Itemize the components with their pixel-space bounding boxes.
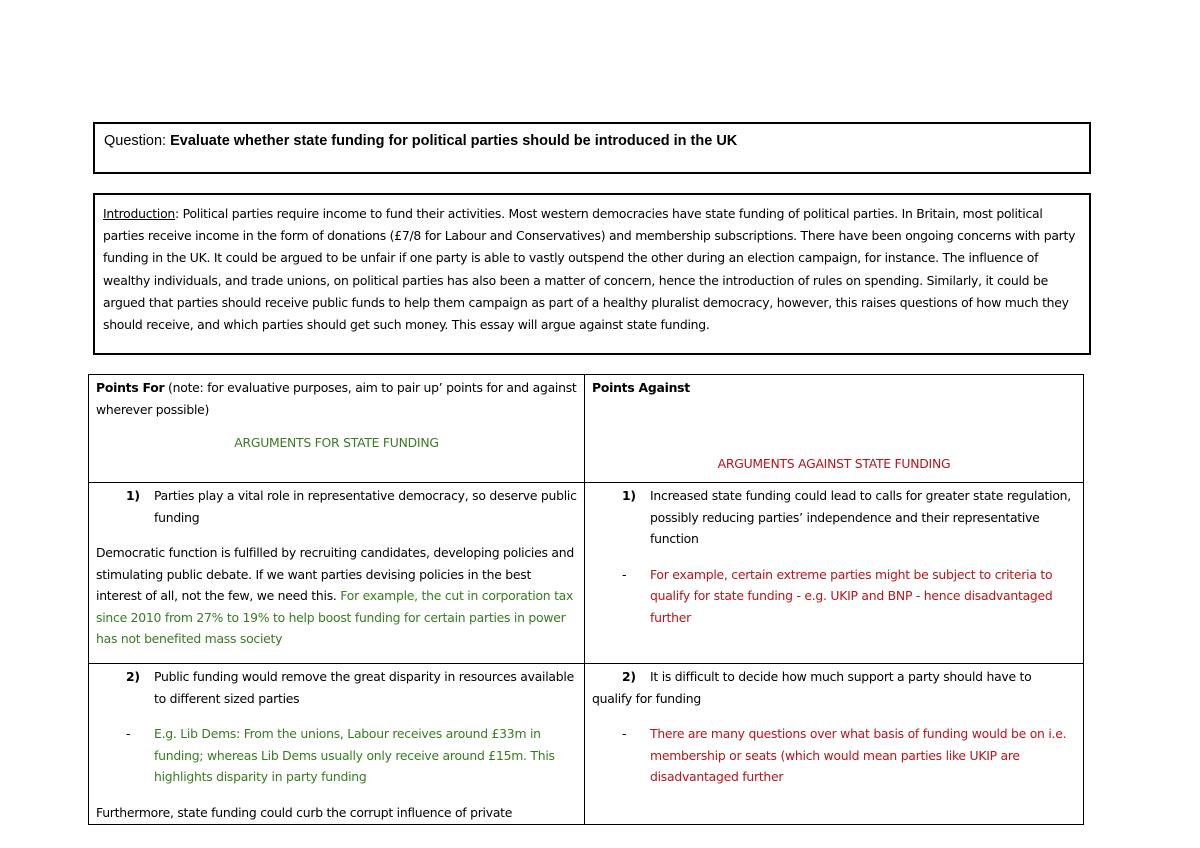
row1-against-example: For example, certain extreme parties might be subject to criteria to qualify for state funding - e.g. UKIP and BNP - hence disadvantaged further (650, 566, 1053, 625)
row1-for-example: For example, the cut in corporation tax since 2010 from 27% to 19% to help boost funding for certain parties in power has not benefited mass society (96, 588, 574, 646)
list-item (96, 723, 577, 788)
row2-against-point-continued: qualify for funding (592, 690, 701, 706)
question-text: Evaluate whether state funding for political parties should be introduced in the UK (170, 133, 738, 149)
row2-for-more: Furthermore, state funding could curb the corrupt influence of private (96, 804, 513, 820)
points-table (88, 374, 1084, 825)
list-item (592, 485, 1076, 550)
arguments-for-subtitle: ARGUMENTS FOR STATE FUNDING (234, 435, 439, 450)
points-for-header (89, 375, 585, 483)
arguments-against-subtitle: ARGUMENTS AGAINST STATE FUNDING (717, 455, 951, 471)
row1-against-dash: - (622, 566, 627, 582)
points-against-title: Points Against (592, 380, 690, 395)
points-against-header (585, 375, 1084, 483)
row2-for-point: Public funding would remove the great disparity in resources available to different sized parties (154, 669, 574, 706)
row1-for-body-text: Democratic function is fulfilled by recruiting candidates, developing policies and stimulating public debate. If we want parties devising policies in the best interest of all, not the few, we need this. (96, 545, 574, 603)
row2-for-dash: - (126, 726, 131, 741)
row1-for-number: 1) (126, 488, 140, 503)
list-item (592, 564, 1076, 629)
row2-against-dash: - (622, 726, 627, 741)
row2-for-example: E.g. Lib Dems: From the unions, Labour receives around £33m in funding; whereas Lib Dems usually only receive around £15m. This highlights disparity in party funding (154, 726, 555, 784)
row2-for-cell (89, 664, 585, 825)
row1-for-cell (89, 483, 585, 664)
introduction-box (93, 193, 1091, 355)
points-for-note: (note: for evaluative purposes, aim to pair up’ points for and against wherever possible) (96, 380, 577, 417)
question-label: Question: (104, 133, 167, 149)
list-item (592, 666, 1076, 688)
introduction-label: Introduction (103, 206, 176, 221)
row1-against-number: 1) (622, 488, 636, 503)
table-header-row (89, 375, 1084, 483)
points-for-title: Points For (96, 380, 165, 395)
row2-against-point: It is difficult to decide how much support a party should have to (650, 669, 1032, 684)
row1-against-point: Increased state funding could lead to calls for greater state regulation, possibly reducing parties’ independence and their representative function (650, 488, 1071, 546)
table-row (89, 664, 1084, 825)
introduction-text: : Political parties require income to fund their activities. Most western democracies have state funding of political parties. In Britain, most political parties receive income in the form of donations (£7/8 for Labour and Conservatives) and membership subscriptions. There have been ongoing concerns with party funding in the UK. It could be argued to be unfair if one party is able to vastly outspend the other during an election campaign, for instance. The influence of wealthy individuals, and trade unions, on political parties has also been a matter of concern, hence the introduction of rules on spending. Similarly, it could be argued that parties should receive public funds to help them campaign as part of a healthy pluralist democracy, however, this raises questions of how much they should receive, and which parties should get such money. This essay will argue against state funding. (103, 206, 1076, 333)
list-item (96, 485, 577, 528)
list-item (592, 723, 1076, 788)
list-item (96, 666, 577, 709)
row2-for-number: 2) (126, 669, 140, 684)
row2-against-number: 2) (622, 669, 636, 684)
row1-for-body (96, 542, 577, 650)
row2-against-cell (585, 664, 1084, 825)
table-row (89, 483, 1084, 664)
question-box (93, 122, 1091, 174)
row1-against-cell (585, 483, 1084, 664)
row1-for-point: Parties play a vital role in representative democracy, so deserve public funding (154, 488, 577, 525)
row2-against-example: There are many questions over what basis of funding would be on i.e. membership or seats (which would mean parties like UKIP are disadvantaged further (650, 726, 1067, 784)
